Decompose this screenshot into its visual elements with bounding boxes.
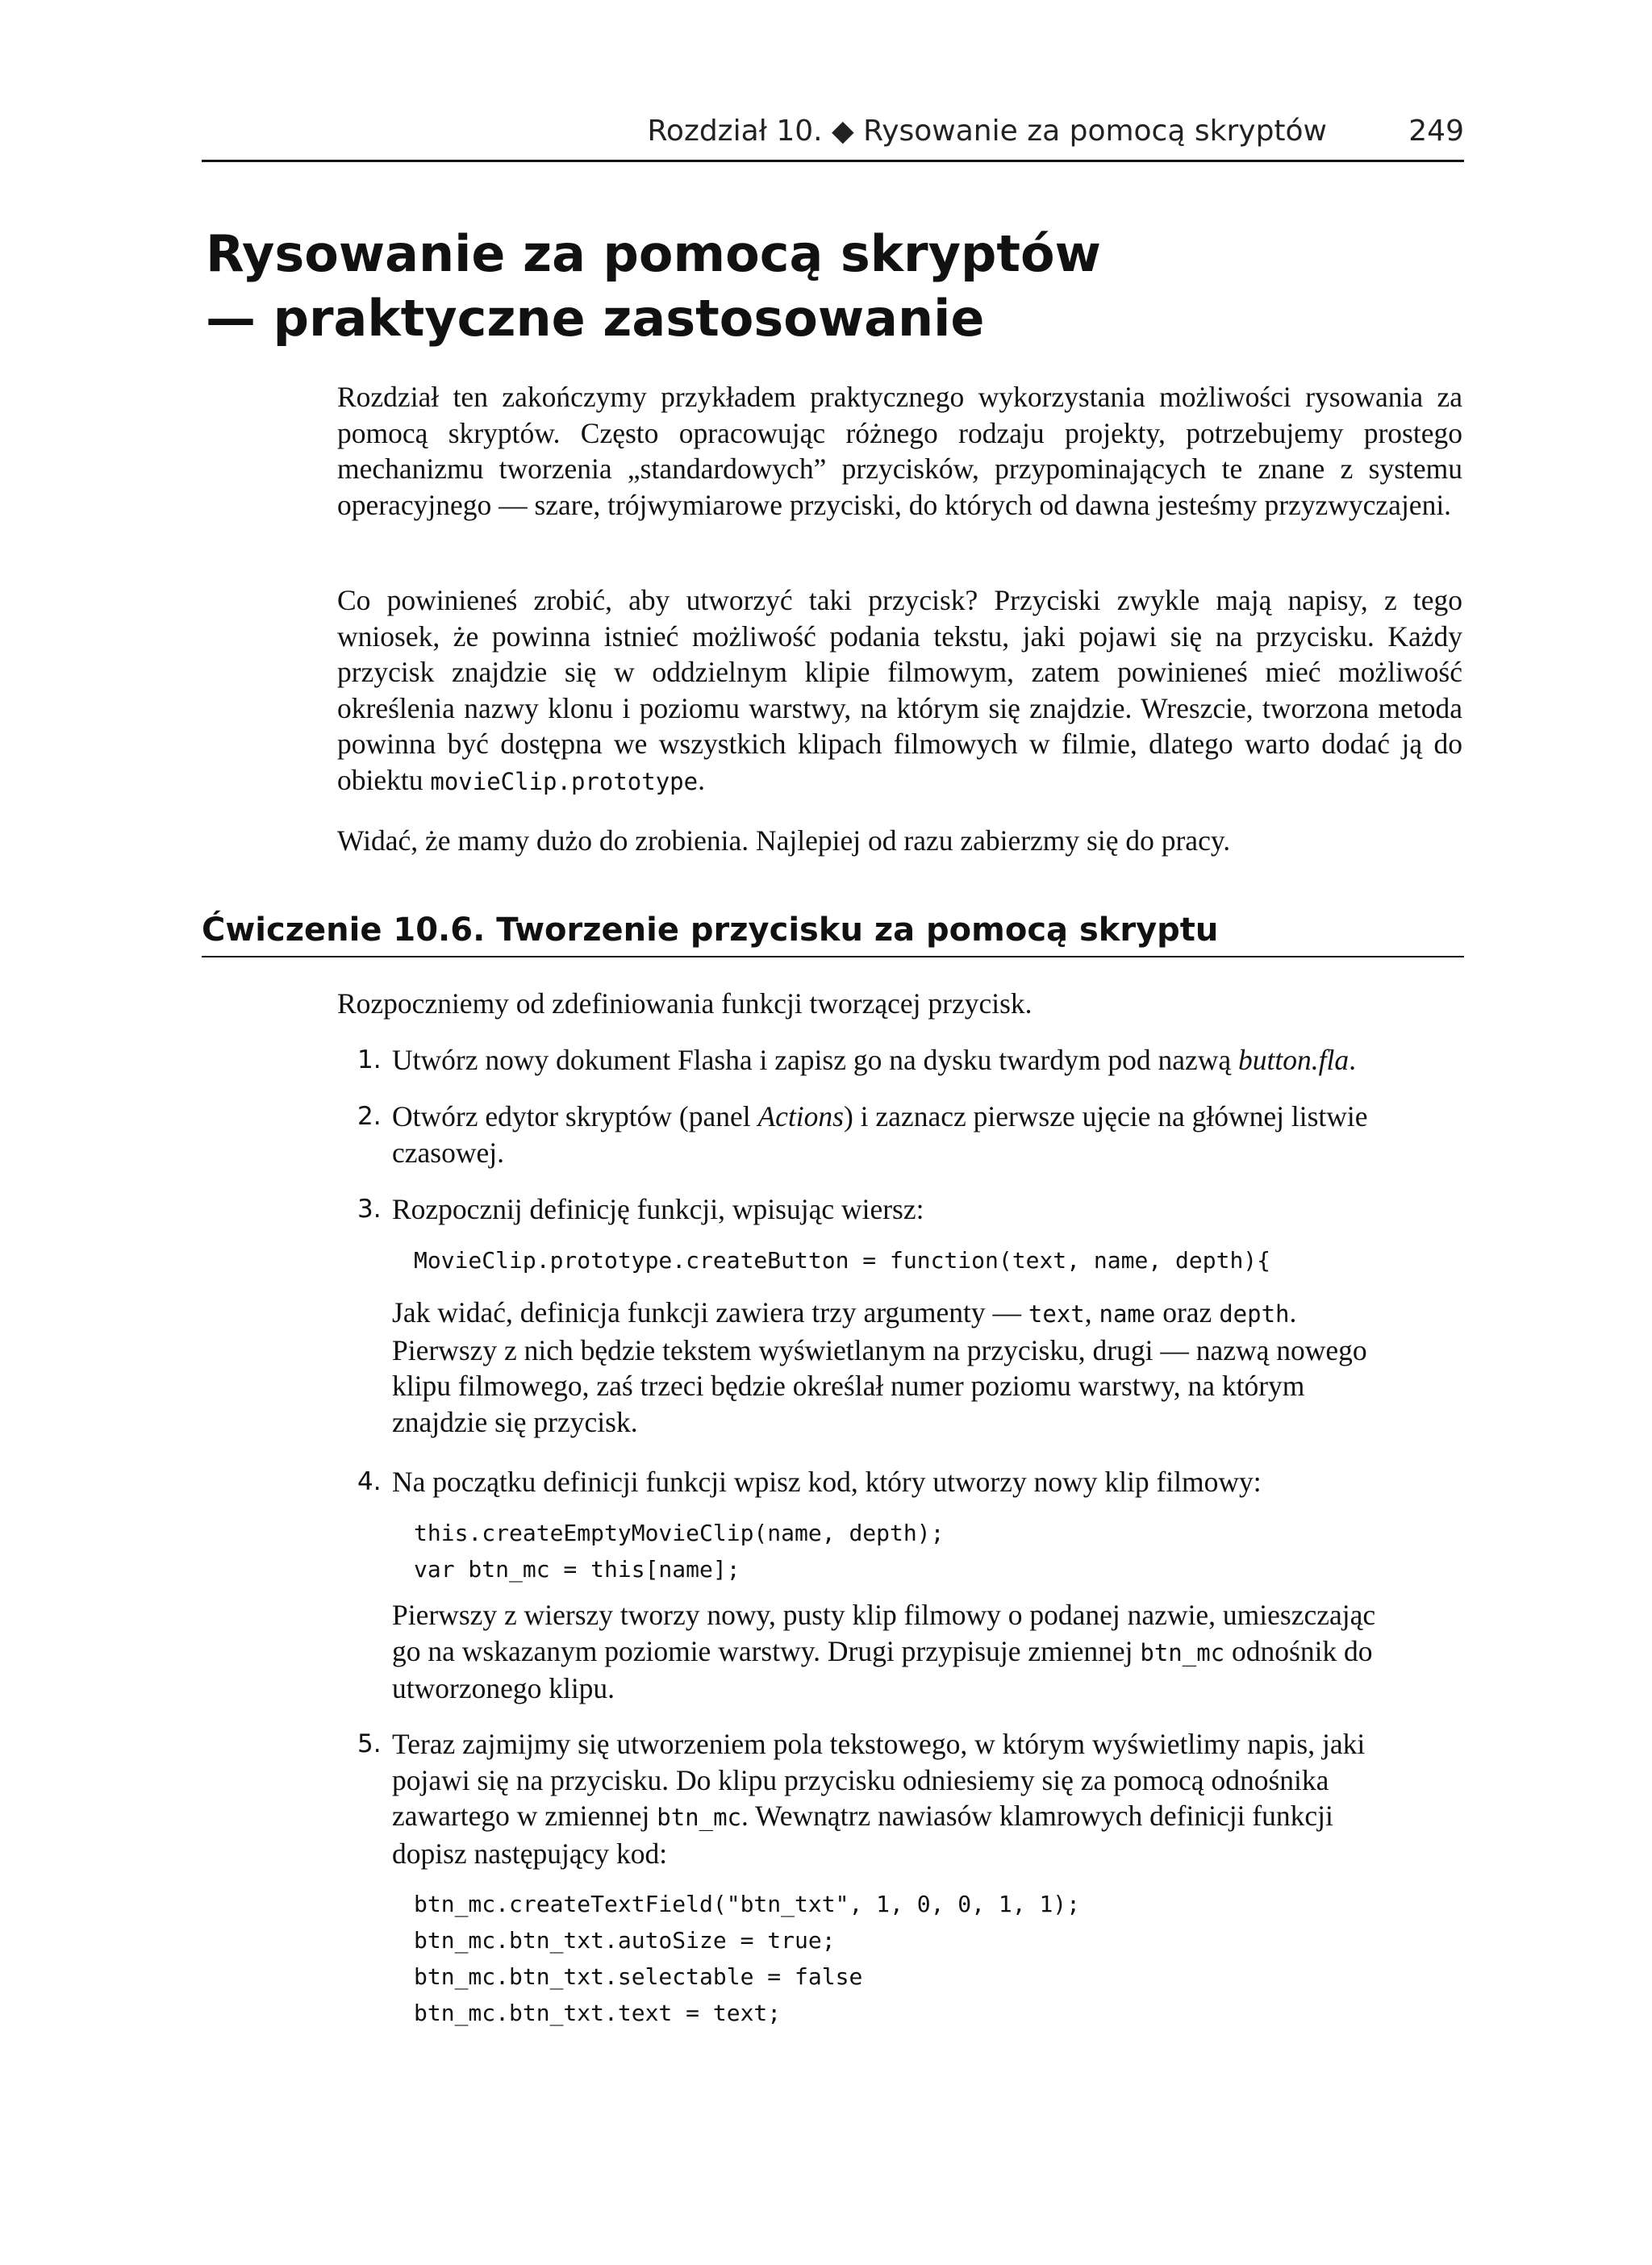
intro-paragraph-3: Widać, że mamy dużo do zrobienia. Najlepiej od razu zabierzmy się do pracy. xyxy=(337,824,1231,857)
intro-paragraph-1: Rozdział ten zakończymy przykładem praktycznego wykorzystania możliwości rysowania za pomocą skryptów. Często opracowując różnego rodzaju projekty, potrzebujemy prostego mechanizmu tworzenia „standardowych” przycisków, przypominających te znane z systemu operacyjnego — szare, trójwymiarowe przyciski, do których od dawna jesteśmy przyzwyczajeni. xyxy=(337,381,1462,521)
step-4-explanation: Pierwszy z wierszy tworzy nowy, pusty klip filmowy o podanej nazwie, umieszczając go na wskazanym poziomie warstwy. Drugi przypisuje zmiennej btn_mc odnośnik do utworzonego klipu. xyxy=(392,1599,1376,1704)
code-block-step-4: this.createEmptyMovieClip(name, depth); var btn_mc = this[name]; xyxy=(414,1520,945,1583)
file-name: button.fla xyxy=(1238,1044,1350,1076)
inline-code-text: text xyxy=(1028,1300,1085,1328)
intro-p2-text: Co powinieneś zrobić, aby utworzyć taki przycisk? Przyciski zwykle mają napisy, z tego wniosek, że powinna istnieć możliwość podania tekstu, jaki pojawi się na przycisku. Każdy przycisk znajdzie się w oddzielnym klipie filmowym, zatem powinieneś mieć możliwość określenia nazwy klonu i poziomu warstwy, na którym się znajdzie. Wreszcie, tworzona metoda powinna być dostępna we wszystkich klipach filmowych w filmie, dlatego warto dodać ją do obiektu xyxy=(337,584,1462,796)
running-header-chapter: Rozdział 10. ◆ Rysowanie za pomocą skryptów xyxy=(647,115,1327,148)
inline-code-btn-mc-2: btn_mc xyxy=(657,1804,741,1831)
section-title xyxy=(206,222,1335,351)
section-title-line1: Rysowanie za pomocą skryptów xyxy=(206,224,1101,283)
inline-code-depth: depth xyxy=(1219,1300,1290,1328)
intro-paragraph-2: Co powinieneś zrobić, aby utworzyć taki przycisk? Przyciski zwykle mają napisy, z tego wniosek, że powinna istnieć możliwość podania tekstu, jaki pojawi się na przycisku. Każdy przycisk znajdzie się w oddzielnym klipie filmowym, zatem powinieneś mieć możliwość określenia nazwy klonu i poziomu warstwy, na którym się znajdzie. Wreszcie, tworzona metoda powinna być dostępna we wszystkich klipach filmowych w filmie, dlatego warto dodać ją do obiektu movieClip.prototype. xyxy=(337,584,1462,796)
step-3-number: 3. xyxy=(357,1195,382,1224)
inline-code-prototype: movieClip.prototype xyxy=(430,767,699,795)
section-title-line2: — praktyczne zastosowanie xyxy=(206,289,985,348)
running-header xyxy=(202,115,1464,163)
panel-name: Actions xyxy=(757,1100,844,1132)
code-block-step-3: MovieClip.prototype.createButton = function(text, name, depth){ xyxy=(414,1247,1271,1274)
step-3-explanation: Jak widać, definicja funkcji zawiera trzy argumenty — text, name oraz depth. Pierwszy z nich będzie tekstem wyświetlanym na przycisku, drugi — nazwą nowego klipu filmowego, zaś trzeci będzie określał numer poziomu warstwy, na którym znajdzie się przycisk. xyxy=(392,1296,1367,1438)
step-1-number: 1. xyxy=(357,1045,382,1074)
header-rule xyxy=(202,160,1464,162)
inline-code-btn-mc: btn_mc xyxy=(1140,1638,1225,1666)
step-4-number: 4. xyxy=(357,1467,382,1496)
exercise-rule xyxy=(202,956,1464,957)
step-5-number: 5. xyxy=(357,1729,382,1758)
exercise-lead: Rozpoczniemy od zdefiniowania funkcji tworzącej przycisk. xyxy=(337,987,1032,1020)
exercise-heading: Ćwiczenie 10.6. Tworzenie przycisku za pomocą skryptu xyxy=(202,911,1219,949)
step-2-number: 2. xyxy=(357,1102,382,1131)
inline-code-name: name xyxy=(1099,1300,1156,1328)
code-block-step-5: btn_mc.createTextField("btn_txt", 1, 0, 0, 1, 1); btn_mc.btn_txt.autoSize = true; btn_mc.btn_txt.selectable = false btn_mc.btn_txt.text = text; xyxy=(414,1891,1081,2026)
page-number: 249 xyxy=(1408,115,1464,148)
book-page: Rozdział 10. ◆ Rysowanie za pomocą skryptów 249 Rysowanie za pomocą skryptów — praktyczne zastosowanie Rozdział ten zakończymy przykładem praktycznego wykorzystania możliwości rysowania za pomocą skryptów. Często opracowując różnego rodzaju projekty, potrzebujemy prostego mechanizmu tworzenia „standardowych” przycisków, przypominających te znane z systemu operacyjnego — szare, trójwymiarowe przyciski, do których od dawna jesteśmy przyzwyczajeni. Co powinieneś zrobić, aby utworzyć taki przycisk? Przyciski zwykle mają napisy, z tego wniosek, że powinna istnieć możliwość podania tekstu, jaki pojawi się na przycisku. Każdy przycisk znajdzie się w oddzielnym klipie filmowym, zatem powinieneś mieć możliwość określenia nazwy klonu i poziomu warstwy, na którym się znajdzie. Wreszcie, tworzona metoda powinna być dostępna we wszystkich klipach filmowych w filmie, dlatego warto dodać ją do obiektu movieClip.prototype. Widać, że mamy dużo do zrobienia. Najlepiej od razu zabierzmy się do pracy. Ćwiczenie 10.6. Tworzenie przycisku za pomocą skryptu Rozpoczniemy od zdefiniowania funkcji tworzącej przycisk. 1. Utwórz nowy dokument Flasha i zapisz go na dysku twardym pod nazwą button.fla. 2. Otwórz edytor skryptów (panel Actions) i zaznacz pierwsze ujęcie na głównej listwie czasowej. 3. Rozpocznij definicję funkcji, wpisując wiersz: MovieClip.prototype.createButton = function(text, name, depth){ Jak widać, definicja funkcji zawiera trzy argumenty — text, name oraz depth. Pierwszy z nich będzie tekstem wyświetlanym na przycisku, drugi — nazwą nowego klipu filmowego, zaś trzeci będzie określał numer poziomu warstwy, na którym znajdzie się przycisk. 4. Na początku definicji funkcji wpisz kod, który utworzy nowy klip filmowy: this.createEmptyMovieClip(name, depth); var btn_mc = this[name]; Pierwszy z wierszy tworzy nowy, pusty klip filmowy o podanej nazwie, umieszczając go na wskazanym poziomie warstwy. Drugi przypisuje zmiennej btn_mc odnośnik do utworzonego klipu. 5. Teraz zajmijmy się utworzeniem pola tekstowego, w którym wyświetlimy napis, jaki pojawi się na przycisku. Do klipu przycisku odniesiemy się za pomocą odnośnika zawartego w zmiennej btn_mc. Wewnątrz nawiasów klamrowych definicji funkcji dopisz następujący kod: btn_mc.createTextField("btn_txt", 1, 0, 0, 1, 1); btn_mc.btn_txt.autoSize = true; btn_mc.btn_txt.selectable = false btn_mc.btn_txt.text = text; xyxy=(0,0,1652,2265)
